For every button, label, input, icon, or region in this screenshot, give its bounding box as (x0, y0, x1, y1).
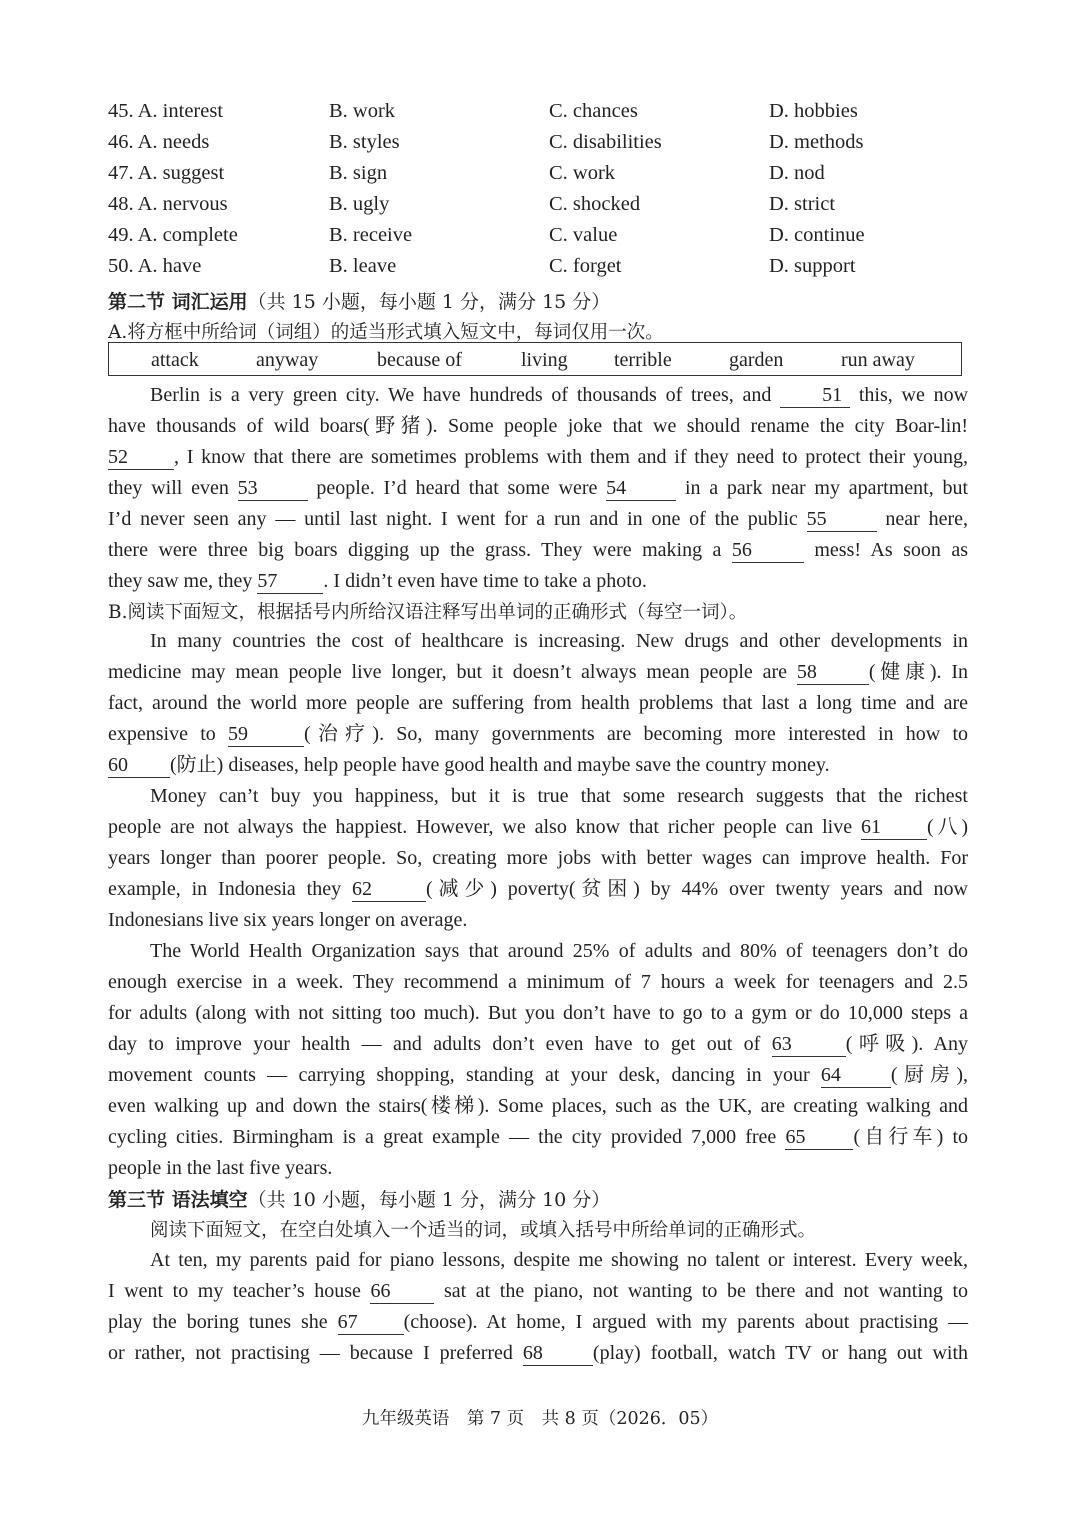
option-a: 46. A. needs (108, 131, 210, 153)
option-c: C. value (549, 224, 618, 246)
text-run: example, in Indonesia they (108, 878, 342, 900)
text-run: . I didn’t even have time to take a photo. (323, 570, 647, 592)
passage-line: At ten, my parents paid for piano lessons, despite me showing no talent or interest. Every week, (150, 1249, 968, 1271)
passage-line (108, 812, 968, 843)
blank-63[interactable]: 63 (772, 1032, 846, 1057)
blank-54[interactable]: 54 (606, 476, 676, 501)
text-run: expensive to (108, 723, 216, 745)
passage-line (108, 1122, 968, 1153)
word-box-item: run away (841, 349, 915, 371)
option-a: 48. A. nervous (108, 193, 228, 215)
text-run: they will even (108, 477, 229, 499)
option-c: C. chances (549, 100, 638, 122)
text-run: (健康). In (868, 661, 969, 683)
text-run: (防止) diseases, help people have good health and maybe save the country money. (170, 754, 830, 776)
text-run: I went to my teacher’s house (108, 1280, 361, 1302)
passage-line: Indonesians live six years longer on average. (108, 909, 468, 931)
option-row (108, 100, 968, 130)
section-3-info: （共 10 小题，每小题 1 分，满分 10 分） (247, 1189, 611, 1211)
passage-line (108, 566, 968, 597)
blank-61[interactable]: 61 (861, 815, 927, 840)
option-c: C. work (549, 162, 616, 184)
section-2-heading (108, 287, 610, 314)
passage-line (108, 750, 968, 781)
passage-line (108, 504, 968, 535)
option-a: 45. A. interest (108, 100, 224, 122)
text-run: , I know that there are sometimes problems with them and if they need to protect their young, (174, 446, 968, 468)
option-row (108, 131, 968, 161)
passage-line: In many countries the cost of healthcare is increasing. New drugs and other developments in (150, 630, 968, 652)
blank-66[interactable]: 66 (370, 1279, 434, 1304)
passage-line (108, 1060, 968, 1091)
option-row (108, 162, 968, 192)
passage-line (108, 657, 968, 688)
passage-line: for adults (along with not sitting too much). But you don’t have to go to a gym or do 10,000 steps a (108, 1002, 968, 1024)
option-a: 47. A. suggest (108, 162, 225, 184)
passage-line (108, 535, 968, 566)
blank-51[interactable]: 51 (780, 383, 850, 408)
option-b: B. sign (329, 162, 388, 184)
text-run: play the boring tunes she (108, 1311, 328, 1333)
option-b: B. work (329, 100, 396, 122)
passage-line: Money can’t buy you happiness, but it is true that some research suggests that the richest (150, 785, 968, 807)
blank-65[interactable]: 65 (785, 1125, 853, 1150)
blank-64[interactable]: 64 (821, 1063, 891, 1088)
option-b: B. receive (329, 224, 413, 246)
text-run: in a park near my apartment, but (684, 477, 969, 499)
passage-line (108, 473, 968, 504)
word-box-item: terrible (614, 349, 672, 371)
blank-57[interactable]: 57 (257, 569, 323, 594)
option-row (108, 255, 968, 285)
text-run: (治疗). So, many governments are becoming more interested in how to (304, 723, 969, 745)
blank-56[interactable]: 56 (732, 538, 804, 563)
option-d: D. hobbies (769, 100, 858, 122)
part-b-instruction: B.阅读下面短文，根据括号内所给汉语注释写出单词的正确形式（每空一词）。 (108, 602, 748, 623)
option-c: C. disabilities (549, 131, 662, 153)
text-run: day to improve your health — and adults don’t even have to get out of (108, 1033, 761, 1055)
option-c: C. shocked (549, 193, 641, 215)
blank-52[interactable]: 52 (108, 445, 174, 470)
option-b: B. leave (329, 255, 397, 277)
option-b: B. styles (329, 131, 400, 153)
blank-53[interactable]: 53 (238, 476, 308, 501)
word-box-item: garden (729, 349, 784, 371)
text-run: people. I’d heard that some were (316, 477, 598, 499)
word-box-item: attack (151, 349, 199, 371)
page-footer: 九年级英语 第 7 页 共 8 页（2026．05） (361, 1409, 719, 1429)
blank-58[interactable]: 58 (797, 660, 869, 685)
option-a: 50. A. have (108, 255, 202, 277)
text-run: there were three big boars digging up the grass. They were making a (108, 539, 722, 561)
passage-line (108, 1338, 968, 1369)
section-3-instruction: 阅读下面短文，在空白处填入一个适当的词，或填入括号中所给单词的正确形式。 (150, 1220, 817, 1241)
passage-line (108, 719, 968, 750)
text-run: (自行车) to (853, 1126, 968, 1148)
text-run: (play) football, watch TV or hang out with (592, 1342, 969, 1364)
passage-line: have thousands of wild boars(野猪). Some people joke that we should rename the city Boar-lin! (108, 415, 968, 437)
text-run: (厨房), (890, 1064, 969, 1086)
text-run: (choose). At home, I argued with my parents about practising — (403, 1311, 968, 1333)
passage-c (108, 1245, 968, 1369)
section-2-info: （共 15 小题，每小题 1 分，满分 15 分） (247, 291, 611, 313)
text-run: this, we now (858, 384, 969, 406)
option-d: D. strict (769, 193, 836, 215)
text-run: near here, (885, 508, 969, 530)
blank-59[interactable]: 59 (228, 722, 304, 747)
word-box-item: living (521, 349, 568, 371)
option-d: D. nod (769, 162, 825, 184)
text-run: medicine may mean people live longer, but it doesn’t always mean people are (108, 661, 788, 683)
passage-line (108, 380, 968, 411)
word-box-item: because of (377, 349, 462, 371)
option-row (108, 224, 968, 254)
option-row (108, 193, 968, 223)
passage-line (108, 442, 968, 473)
option-b: B. ugly (329, 193, 390, 215)
text-run: I’d never seen any — until last night. I went for a run and in one of the public (108, 508, 798, 530)
text-run: cycling cities. Birmingham is a great example — the city provided 7,000 free (108, 1126, 777, 1148)
blank-55[interactable]: 55 (807, 507, 877, 532)
blank-62[interactable]: 62 (352, 877, 426, 902)
blank-60[interactable]: 60 (108, 753, 170, 778)
passage-line: years longer than poorer people. So, creating more jobs with better wages can improve health. For (108, 847, 968, 869)
text-run: people are not always the happiest. However, we also know that richer people can live (108, 816, 853, 838)
option-d: D. methods (769, 131, 864, 153)
text-run: mess! As soon as (814, 539, 968, 561)
text-run: Berlin is a very green city. We have hundreds of thousands of trees, and (150, 384, 772, 406)
section-2-title: 第二节 词汇运用 (108, 291, 248, 313)
text-run: or rather, not practising — because I preferred (108, 1342, 513, 1364)
option-a: 49. A. complete (108, 224, 238, 246)
option-d: D. continue (769, 224, 865, 246)
part-a-instruction: A.将方框中所给词（词组）的适当形式填入短文中，每词仅用一次。 (108, 322, 664, 343)
passage-line: people in the last five years. (108, 1157, 333, 1179)
text-run: (减少) poverty(贫困) by 44% over twenty years and now (425, 878, 968, 900)
word-box (108, 342, 962, 376)
passage-line: even walking up and down the stairs(楼梯). Some places, such as the UK, are creating walking and (108, 1095, 968, 1117)
section-3-heading (108, 1185, 610, 1212)
passage-b (108, 626, 968, 1184)
blank-68[interactable]: 68 (523, 1341, 593, 1366)
word-box-item: anyway (256, 349, 319, 371)
section-3-title: 第三节 语法填空 (108, 1189, 248, 1211)
text-run: sat at the piano, not wanting to be there and not wanting to (444, 1280, 969, 1302)
text-run: movement counts — carrying shopping, standing at your desk, dancing in your (108, 1064, 810, 1086)
passage-line: The World Health Organization says that around 25% of adults and 80% of teenagers don’t do (150, 940, 968, 962)
passage-line (108, 1276, 968, 1307)
passage-line: fact, around the world more people are suffering from health problems that last a long time and are (108, 692, 968, 714)
passage-line: enough exercise in a week. They recommend a minimum of 7 hours a week for teenagers and 2.5 (108, 971, 968, 993)
text-run: they saw me, they (108, 570, 253, 592)
option-d: D. support (769, 255, 856, 277)
passage-line (108, 1029, 968, 1060)
option-c: C. forget (549, 255, 622, 277)
text-run: (呼吸). Any (845, 1033, 969, 1055)
passage-a (108, 380, 968, 597)
passage-line (108, 1307, 968, 1338)
passage-line (108, 874, 968, 905)
blank-67[interactable]: 67 (338, 1310, 404, 1335)
text-run: (八) (926, 816, 968, 838)
